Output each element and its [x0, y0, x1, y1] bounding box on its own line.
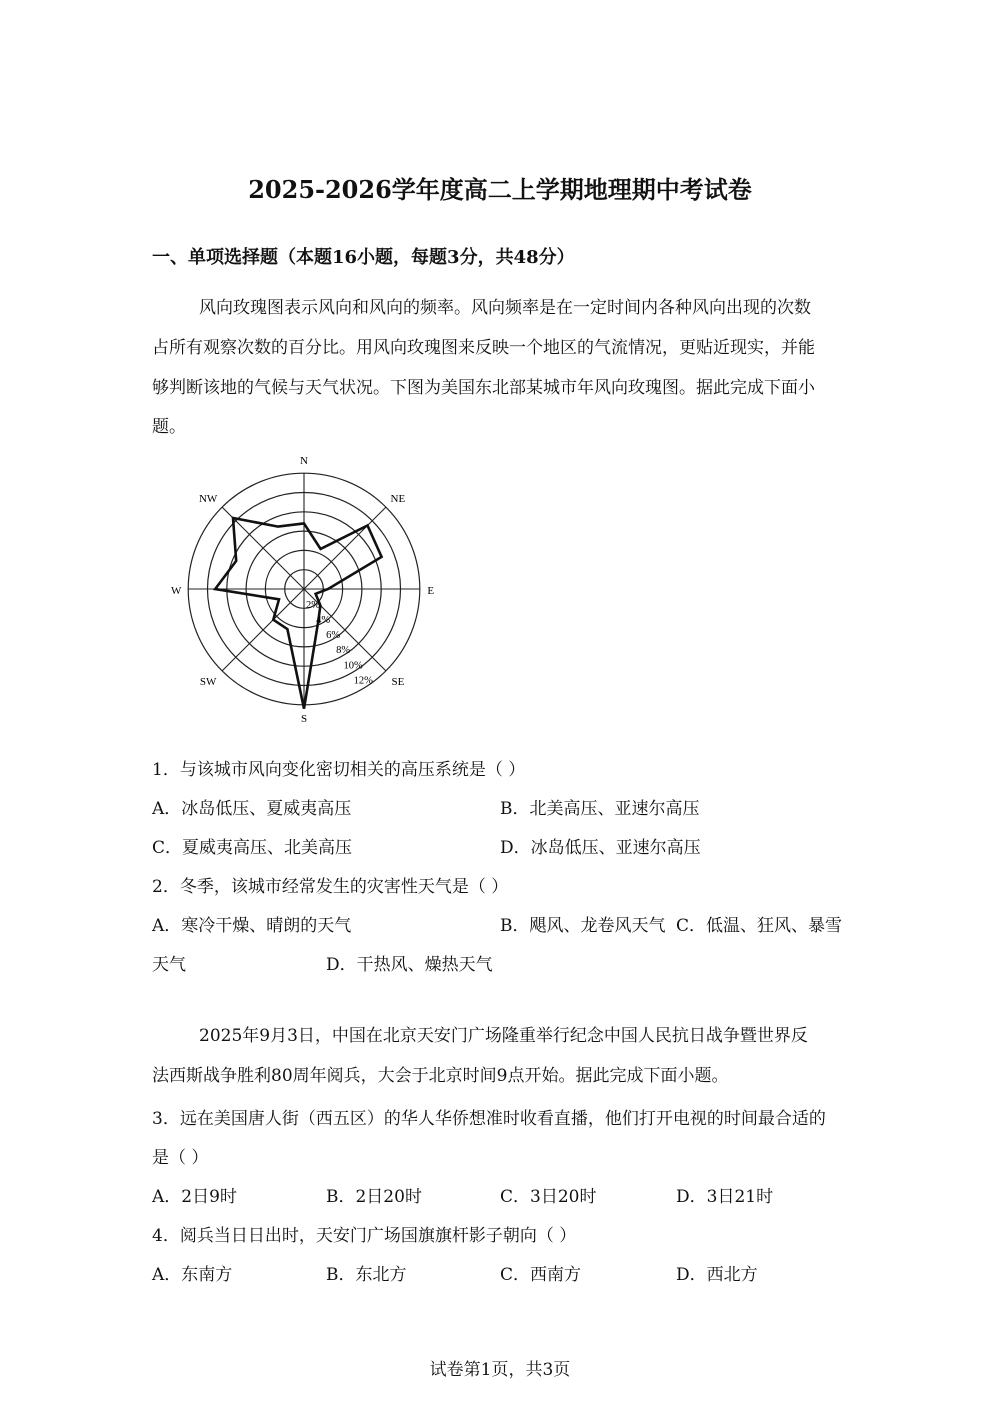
section-heading: 一、单项选择题（本题16小题，每题3分，共48分） — [152, 247, 575, 268]
ring-label: 12% — [353, 675, 373, 687]
direction-label: NW — [198, 493, 218, 506]
option-b[interactable]: B．东北方 — [326, 1265, 407, 1285]
direction-label: W — [171, 585, 182, 597]
ring-label: 10% — [343, 660, 363, 672]
option-a[interactable]: A．冰岛低压、夏威夷高压 — [152, 799, 352, 819]
option-d[interactable]: D．3日21时 — [676, 1187, 774, 1207]
question-stem: 1．与该城市风向变化密切相关的高压系统是（ ） — [152, 760, 526, 780]
passage-line: 够判断该地的气候与天气状况。下图为美国东北部某城市年风向玫瑰图。据此完成下面小 — [152, 378, 815, 398]
question-stem: 2．冬季，该城市经常发生的灾害性天气是（ ） — [152, 877, 509, 897]
option-c[interactable]: C．夏威夷高压、北美高压 — [152, 838, 353, 858]
passage-line: 风向玫瑰图表示风向和风向的频率。风向频率是在一定时间内各种风向出现的次数 — [199, 298, 811, 318]
direction-label: E — [427, 585, 435, 597]
option-a[interactable]: A．寒冷干燥、晴朗的天气 — [152, 916, 352, 936]
direction-label: N — [300, 455, 308, 468]
passage-line: 法西斯战争胜利80周年阅兵，大会于北京时间9点开始。据此完成下面小题。 — [152, 1066, 729, 1086]
wind-rose-diagram — [160, 448, 450, 728]
option-d[interactable]: D．冰岛低压、亚速尔高压 — [500, 838, 701, 858]
question-stem: 3．远在美国唐人街（西五区）的华人华侨想准时收看直播，他们打开电视的时间最合适的 — [152, 1109, 826, 1129]
exam-title: 2025-2026学年度高二上学期地理期中考试卷 — [248, 175, 752, 204]
ring-label: 8% — [336, 645, 351, 657]
option-a[interactable]: A．2日9时 — [152, 1187, 237, 1207]
option-b[interactable]: B．2日20时 — [326, 1187, 422, 1207]
option-d[interactable]: D．西北方 — [676, 1265, 758, 1285]
direction-spoke — [222, 589, 304, 671]
option-c-continued: 天气 — [152, 955, 186, 975]
direction-label: SE — [391, 675, 405, 688]
option-b[interactable]: B．北美高压、亚速尔高压 — [500, 799, 700, 819]
ring-label: 6% — [326, 630, 341, 642]
page-footer: 试卷第1页，共3页 — [429, 1360, 571, 1380]
direction-label: NE — [390, 493, 406, 506]
passage-line: 2025年9月3日，中国在北京天安门广场隆重举行纪念中国人民抗日战争暨世界反 — [199, 1026, 808, 1046]
direction-label: S — [300, 712, 308, 725]
ring-label: 2% — [306, 600, 321, 612]
ring-label: 4% — [316, 615, 331, 627]
passage-line: 题。 — [152, 417, 186, 437]
direction-spoke — [304, 507, 386, 589]
option-c[interactable]: C．西南方 — [500, 1265, 582, 1285]
option-d[interactable]: D．干热风、燥热天气 — [326, 955, 493, 975]
option-c[interactable]: C．3日20时 — [500, 1187, 597, 1207]
option-a[interactable]: A．东南方 — [152, 1265, 233, 1285]
question-stem: 4．阅兵当日日出时，天安门广场国旗旗杆影子朝向（ ） — [152, 1226, 577, 1246]
question-stem-continued: 是（ ） — [152, 1148, 209, 1168]
option-b[interactable]: B．飓风、龙卷风天气 — [500, 916, 666, 936]
direction-label: SW — [199, 675, 217, 688]
option-c[interactable]: C．低温、狂风、暴雪 — [676, 916, 843, 936]
passage-line: 占所有观察次数的百分比。用风向玫瑰图来反映一个地区的气流情况，更贴近现实，并能 — [152, 338, 815, 358]
